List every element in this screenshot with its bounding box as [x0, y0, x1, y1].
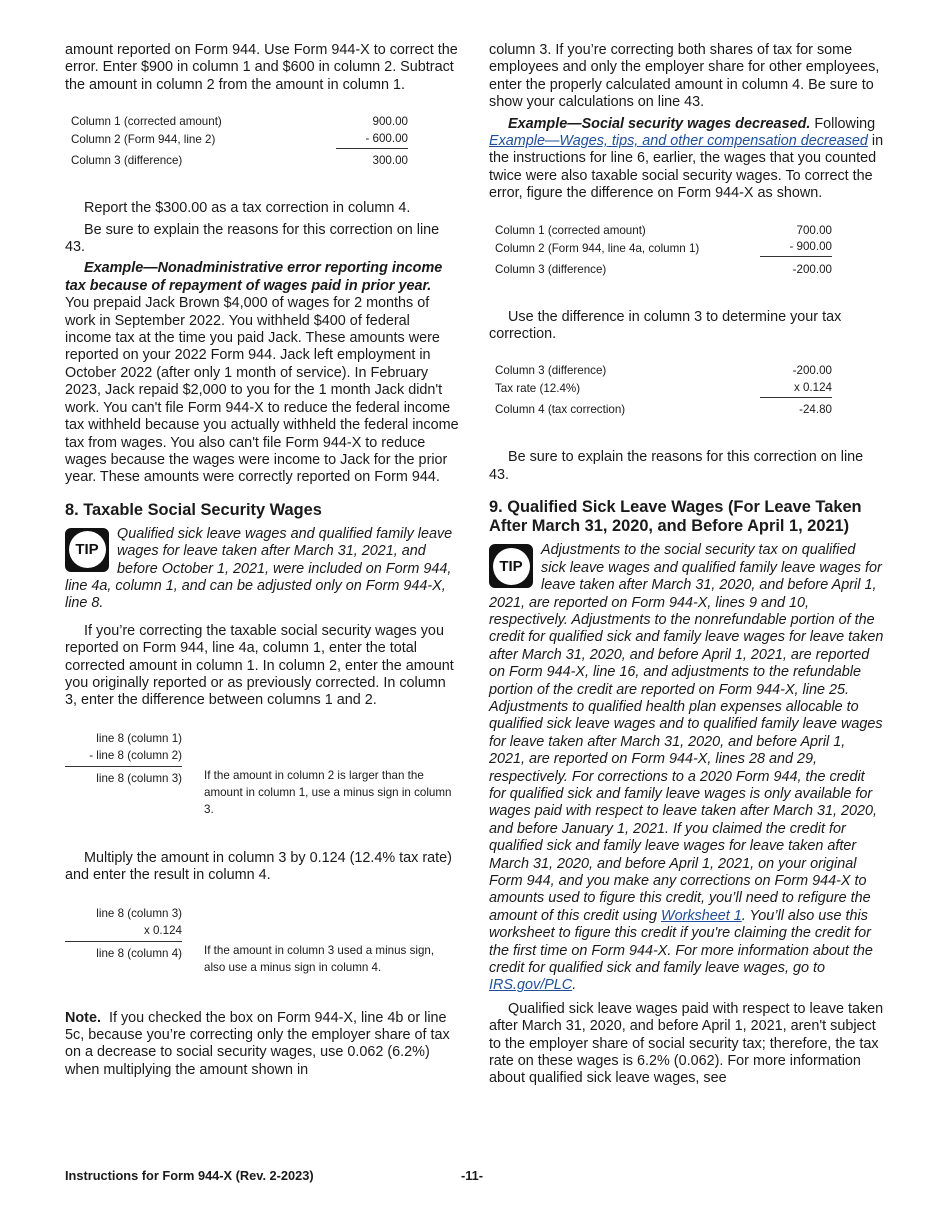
example2-pre: Following — [814, 115, 876, 132]
calc-label: Column 3 (difference) — [495, 262, 607, 276]
tip-text: Adjustments to the social security tax on qualified sick leave wages and qualified family leave wages for leave taken after March 31, 2020, and before April 1, 2021, are reported on Form 944-X, lines 9 and 10, respectively. Adjustments to the nonrefundable portion of the credit for qualified sick and family leave wages for leave taken after March 31, 2020, and before April 1, 2021, are reported on Form 944-X, line 16, and adjustments to the refundable portion of the credit are reported on Form 944-X, line 25. Adjustments to qualified health plan expenses allocable to qualified sick leave wages and to qualified family leave wages for leave taken after March 31, 2020, and before April 1, 2021, are reported on Form 944-X, lines 28 and 29, respectively. For corrections to a 2020 Form 944, the credit for qualified sick and family leave wages is only available for wages paid with respect to leave taken after March 31, 2020, and before January 1, 2021. If you claimed the credit for qualified sick and family leave wages for leave taken after March 31, 2020, and before April 1, 2021, on your original Form 944, and you make any corrections on Form 944-X to amounts used to figure this credit, you’ll need to refigure the amount of this credit using — [489, 542, 884, 924]
continued-paragraph: column 3. If you’re correcting both shares of tax for some employees and only the employer share for other employees, enter the properly calculated amount in column 4. Be sure to show your calculations on line 43. — [489, 42, 880, 111]
calc-label: Tax rate (12.4%) — [495, 382, 581, 396]
calc-row — [65, 113, 414, 131]
use-difference-paragraph: Use the difference in column 3 to determine your tax correction. — [489, 308, 842, 343]
calc-row — [489, 240, 838, 258]
calc-line: line 8 (column 3) — [96, 771, 182, 785]
page-number: -11- — [461, 1168, 484, 1183]
calc-label: Column 3 (difference) — [495, 364, 607, 378]
calc-value: -24.80 — [799, 403, 832, 417]
example2-title: Example—Social security wages decreased. — [508, 115, 811, 132]
calc-line: line 8 (column 4) — [96, 946, 182, 960]
section-8-paragraph: If you’re correcting the taxable social security wages you reported on Form 944, line 4a, column 1, enter the total corrected amount in column 1. In column 2, enter the amount you originally reported or as previously corrected. In column 3, enter the difference between columns 1 and 2. — [65, 622, 454, 709]
calc-row — [65, 152, 414, 170]
example2-paragraph — [489, 116, 884, 203]
example-body: You prepaid Jack Brown $4,000 of wages for 2 months of work in September 2022. You withheld $400 of federal income tax at the time you paid Jack. These amounts were reported on your 2022 Form 944. Jack left employment in October 2022 (after only 1 month of service). In February 2023, Jack repaid $2,000 to you for the 1 month Jack didn't work. You can't file Form 944-X to reduce the federal income tax withheld because you actually withheld the federal income tax from wages. You also can't file Form 944-X to reduce wages because the wages were income to Jack for the prior year. These amounts were correctly reported on Form 944. — [65, 295, 459, 486]
calculation-table-5 — [489, 362, 838, 419]
calc-label: Column 1 (corrected amount) — [495, 223, 646, 237]
calc-value: - 900.00 — [760, 240, 832, 257]
calc-value: -200.00 — [792, 364, 832, 378]
calculation-table-2 — [65, 730, 460, 818]
calc-labels — [65, 730, 182, 818]
tip-box-9 — [489, 542, 884, 995]
tip-text: Qualified sick leave wages and qualified family leave wages for leave taken after March 31, 2021, and before October 1, 2021, were included on Form 944, line 4a, column 1, and can be adjusted only on Form 944-X, line 8. — [65, 525, 453, 612]
calc-label: Column 2 (Form 944, line 2) — [71, 133, 216, 147]
explain-paragraph-2: Be sure to explain the reasons for this correction on line 43. — [489, 449, 864, 483]
calc-label: Column 2 (Form 944, line 4a, column 1) — [495, 241, 700, 255]
irs-plc-link[interactable]: IRS.gov/PLC — [489, 977, 573, 994]
example2-post: in the instructions for line 6, earlier, the wages that you counted twice were also taxable social security wages. To correct the error, figure the difference on Form 944-X as shown. — [489, 133, 884, 202]
calc-value: x 0.124 — [760, 381, 832, 398]
note-paragraph — [65, 1010, 460, 1080]
tip-icon: TIP — [489, 544, 533, 588]
intro-paragraph: amount reported on Form 944. Use Form 944-X to correct the error. Enter $900 in column 1 and $600 in column 2. Subtract the amount in column 2 from the amount in column 1. — [65, 42, 458, 93]
tip-text: . — [572, 977, 577, 994]
calc-row — [489, 380, 838, 398]
calc-line: - line 8 (column 2) — [65, 747, 182, 767]
calculation-table-1 — [65, 113, 414, 170]
calc-note: If the amount in column 2 is larger than the amount in column 1, use a minus sign in column 3. — [204, 768, 452, 816]
explain-paragraph: Be sure to explain the reasons for this correction on line 43. — [65, 221, 440, 256]
calculation-table-3 — [65, 905, 460, 976]
calc-value: -200.00 — [792, 262, 832, 276]
section-9-heading: 9. Qualified Sick Leave Wages (For Leave Taken After March 31, 2020, and Before April 1, 2021) — [489, 498, 862, 536]
calc-line: line 8 (column 3) — [96, 906, 182, 920]
section-8-heading: 8. Taxable Social Security Wages — [65, 500, 322, 519]
tip-text: . You’ll also use this worksheet to figure this credit if you're claiming the credit for the first time on Form 944-X. For more information about the credit for qualified sick and family leave wages, go to — [489, 907, 873, 977]
calc-value: - 600.00 — [336, 132, 408, 149]
calc-label: Column 3 (difference) — [71, 154, 183, 168]
calc-row — [489, 362, 838, 380]
calc-label: Column 1 (corrected amount) — [71, 115, 222, 129]
calc-row — [489, 401, 838, 419]
example-paragraph — [65, 260, 460, 486]
sick-leave-paragraph: Qualified sick leave wages paid with respect to leave taken after March 31, 2020, and before April 1, 2021, aren't subject to the employer share of social security tax; therefore, the tax rate on these wages is 6.2% (0.062). For more information about qualified sick leave wages, see — [489, 1000, 884, 1087]
right-column — [489, 42, 884, 1088]
calc-line: line 8 (column 1) — [96, 731, 182, 745]
calculation-table-4 — [489, 222, 838, 279]
calc-label: Column 4 (tax correction) — [495, 403, 626, 417]
calc-row — [65, 131, 414, 149]
calc-value: 700.00 — [796, 223, 832, 237]
calc-value: 300.00 — [372, 154, 408, 168]
calc-note: If the amount in column 3 used a minus sign, also use a minus sign in column 4. — [204, 943, 435, 974]
tip-box-8 — [65, 526, 460, 613]
calc-line: x 0.124 — [65, 922, 182, 942]
example-wages-link[interactable]: Example—Wages, tips, and other compensation decreased — [489, 133, 868, 150]
calc-value: 900.00 — [372, 115, 408, 129]
note-body: If you checked the box on Form 944-X, line 4b or line 5c, because you’re correcting only the employer share of tax on a decrease to social security wages, use 0.062 (6.2%) when multiplying the amount shown in — [65, 1009, 450, 1078]
worksheet-1-link[interactable]: Worksheet 1 — [660, 907, 742, 924]
example-title: Example—Nonadministrative error reporting income tax because of repayment of wages paid in prior year. — [65, 260, 443, 294]
note-label: Note. — [65, 1009, 101, 1026]
left-column — [65, 42, 460, 1079]
calc-labels — [65, 905, 182, 976]
tip-icon: TIP — [65, 528, 109, 572]
calc-row — [489, 261, 838, 279]
calc-row — [489, 222, 838, 240]
report-paragraph: Report the $300.00 as a tax correction in column 4. — [84, 200, 411, 217]
multiply-paragraph: Multiply the amount in column 3 by 0.124 (12.4% tax rate) and enter the result in column 4. — [65, 849, 452, 884]
footer-form-title: Instructions for Form 944-X (Rev. 2-2023) — [65, 1168, 314, 1183]
